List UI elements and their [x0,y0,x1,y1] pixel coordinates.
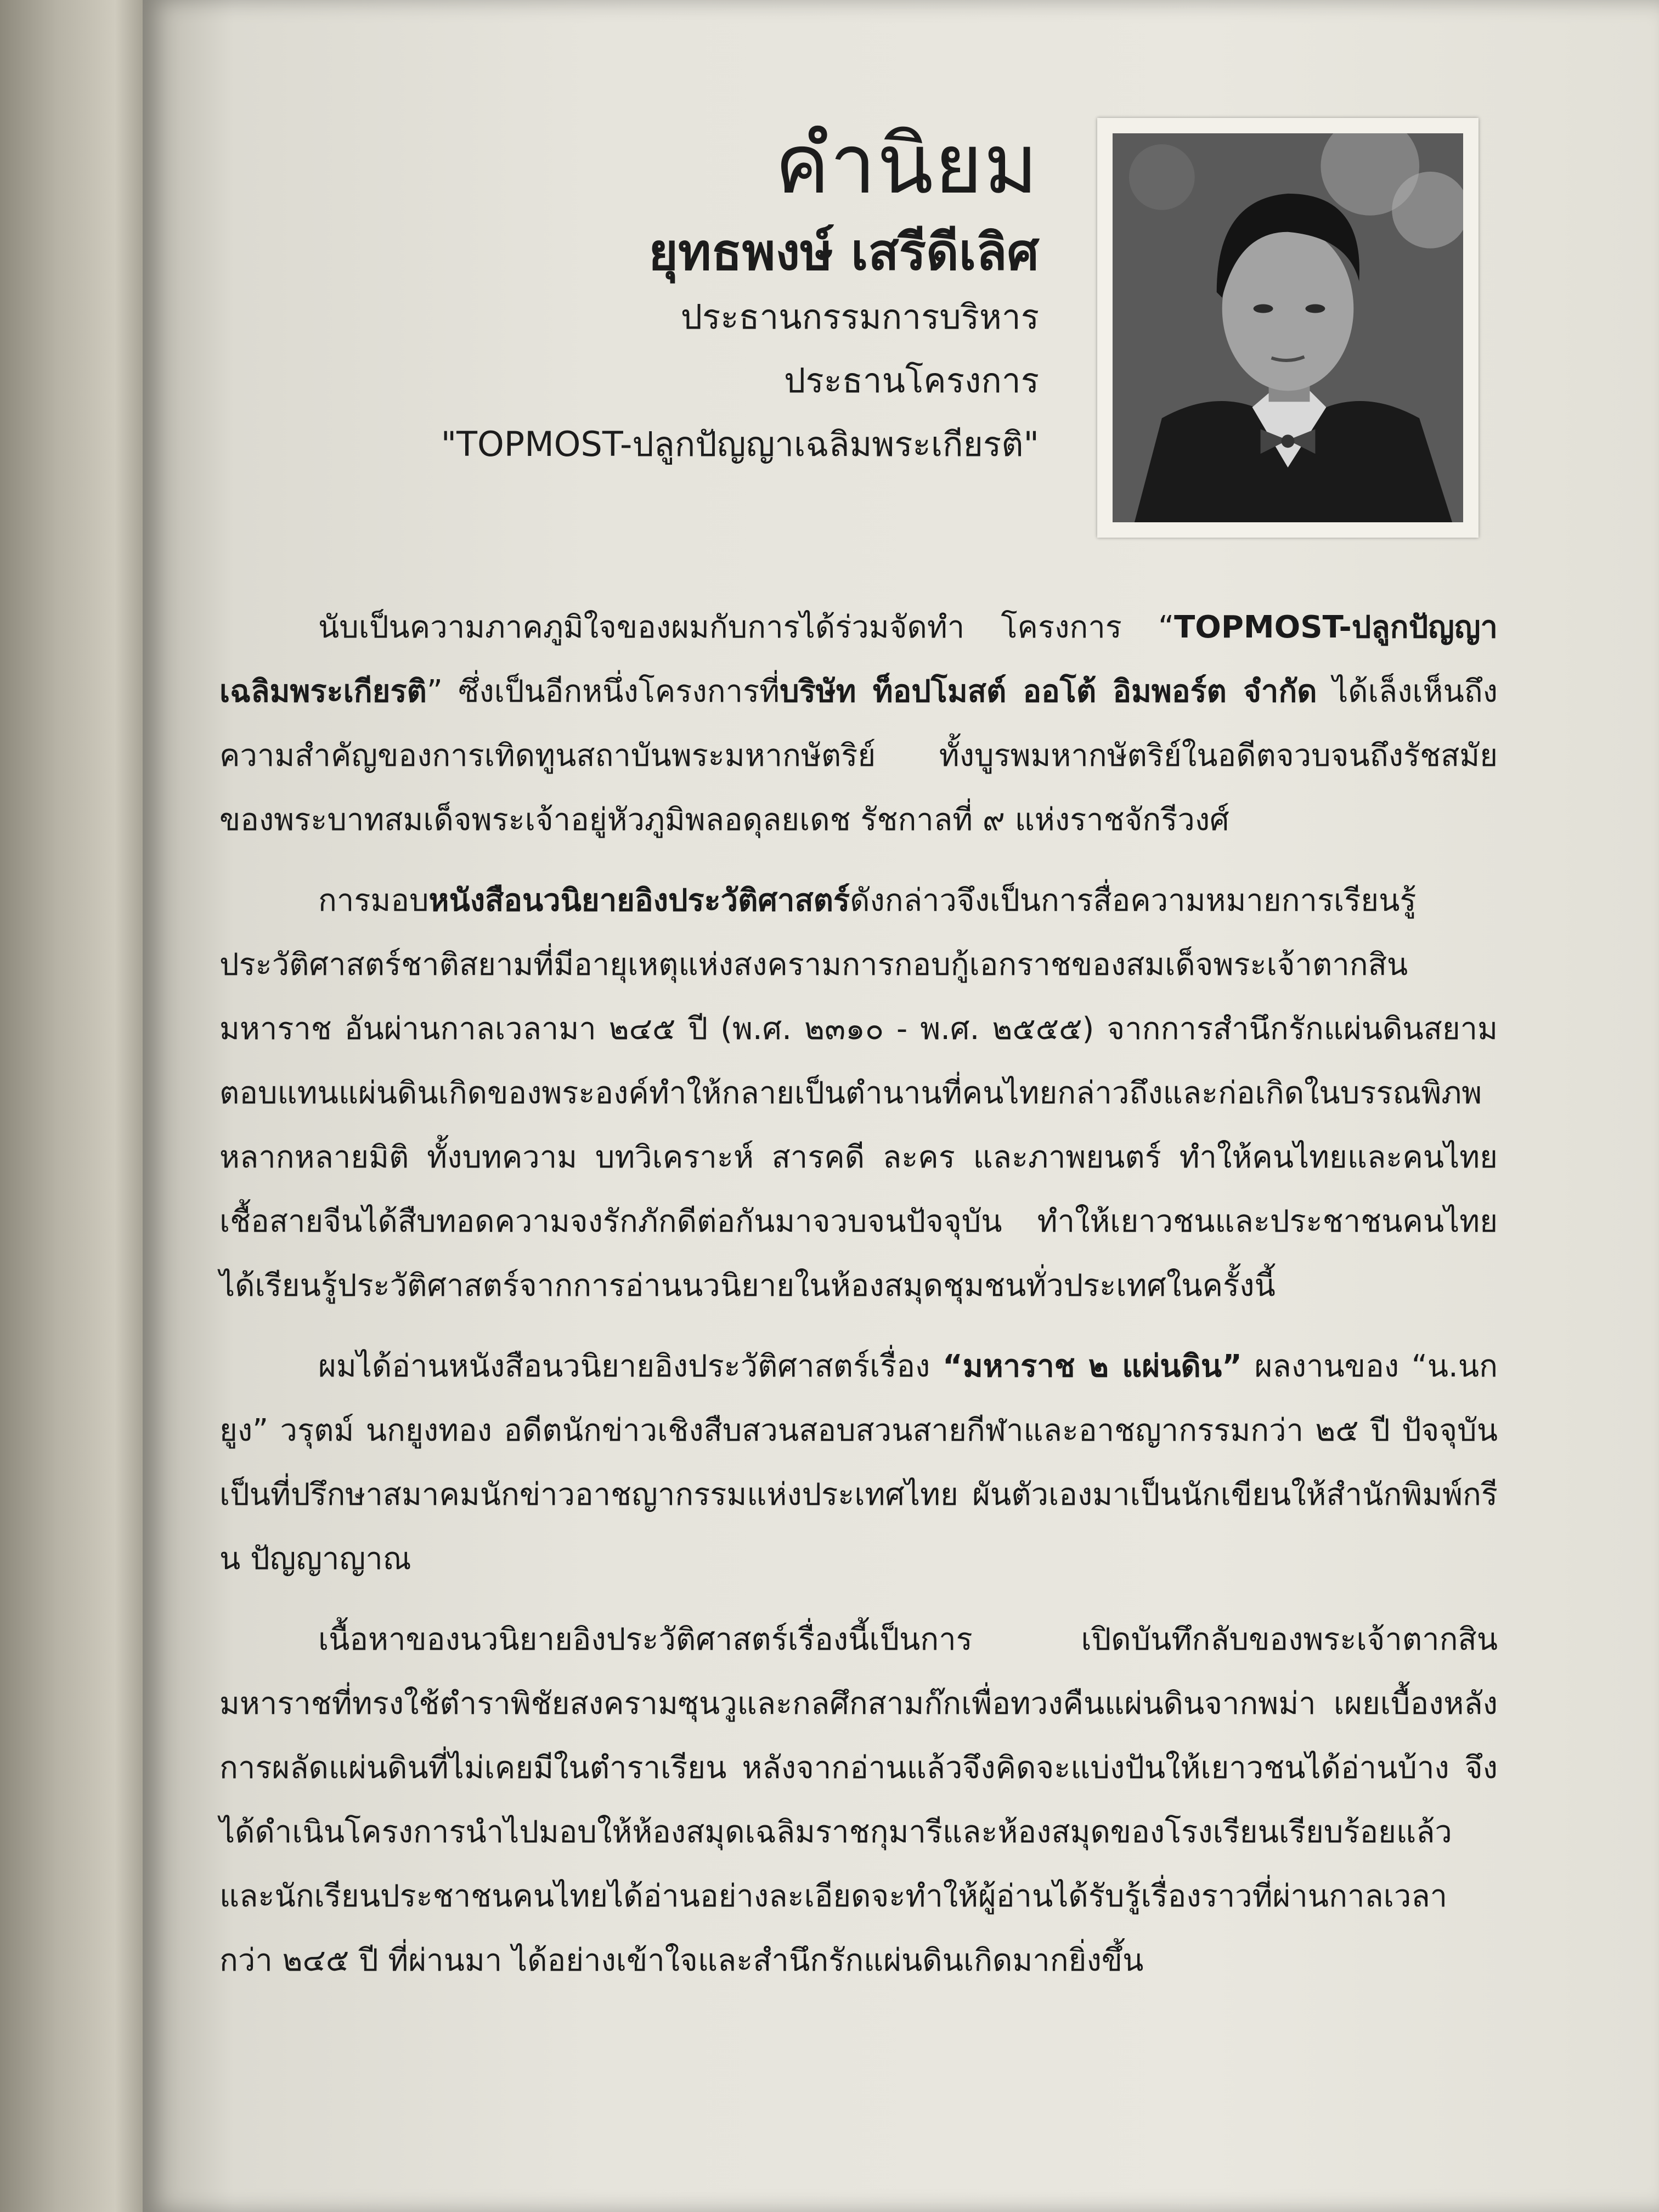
paragraph [219,595,1498,852]
paragraph-text: ผลงานของ “น.นกยูง” วรุตม์ นกยูงทอง อดีตนักข่าวเชิงสืบสวนสอบสวนสายกีฬาและอาชญากรรมกว่า ๒๕ ปี ปัจจุบันเป็นที่ปรึกษาสมาคมนักข่าวอาชญากรรมแห่งประเทศไทย ผันตัวเองมาเป็นนักเขียนให้สำนักพิมพ์กรีน ปัญญาญาณ [219,1348,1498,1577]
book-page [143,0,1659,2212]
paragraph-text: นับเป็นความภาคภูมิใจของผมกับการได้ร่วมจัดทำ โครงการ “ [318,610,1175,645]
page-heading [441,115,1039,476]
author-role-2: ประธานโครงการ [784,360,1039,400]
project-name: "TOPMOST-ปลูกปัญญาเฉลิมพระเกียรติ" [441,424,1039,464]
book-title-bold: “มหาราช ๒ แผ่นดิน” [943,1348,1242,1384]
author-role-1: ประธานกรรมการบริหาร [680,297,1039,337]
company-name-bold: บริษัท ท็อปโมสต์ ออโต้ อิมพอร์ต จำกัด [780,674,1317,709]
project-name-bold: TOPMOST-ปลูกปัญญาเฉลิมพระเกียรติ [219,610,1498,709]
paragraph-text: ผมได้อ่านหนังสือนวนิยายอิงประวัติศาสตร์เรื่อง [318,1348,943,1384]
paragraph-text: ” ซึ่งเป็นอีกหนึ่งโครงการที่ [426,674,780,709]
author-name: ยุทธพงษ์ เสรีดีเลิศ [648,223,1039,281]
preface-body [219,595,1498,2009]
book-type-bold: หนังสือนวนิยายอิงประวัติศาสตร์ [428,883,850,918]
paragraph [219,868,1498,1318]
previous-page-edge [0,0,165,2212]
page-title: คำนิยม [775,117,1039,212]
paragraph-text: ได้เล็งเห็นถึงความสำคัญของการเทิดทูนสถาบันพระมหากษัตริย์ ทั้งบูรพมหากษัตริย์ในอดีตจวบจนถึงรัชสมัยของพระบาทสมเด็จพระเจ้าอยู่หัวภูมิพลอดุลยเดช รัชกาลที่ ๙ แห่งราชจักรีวงศ์ [219,674,1498,838]
author-photo [1097,118,1479,538]
paragraph [219,1607,1498,1993]
paragraph [219,1334,1498,1591]
paragraph-text: ดังกล่าวจึงเป็นการสื่อความหมายการเรียนรู้ประวัติศาสตร์ชาติสยามที่มีอายุเหตุแห่งสงครามการกอบกู้เอกราชของสมเด็จพระเจ้าตากสินมหาราช อันผ่านกาลเวลามา ๒๔๕ ปี (พ.ศ. ๒๓๑๐ - พ.ศ. ๒๕๕๕) จากการสำนึกรักแผ่นดินสยามตอบแทนแผ่นดินเกิดของพระองค์ทำให้กลายเป็นตำนานที่คนไทยกล่าวถึงและก่อเกิดในบรรณพิภพหลากหลายมิติ ทั้งบทความ บทวิเคราะห์ สารคดี ละคร และภาพยนตร์ ทำให้คนไทยและคนไทยเชื้อสายจีนได้สืบทอดความจงรักภักดีต่อกันมาจวบจนปัจจุบัน ทำให้เยาวชนและประชาชนคนไทยได้เรียนรู้ประวัติศาสตร์จากการอ่านนวนิยายในห้องสมุดชุมชนทั่วประเทศในครั้งนี้ [219,883,1498,1304]
paragraph-text: การมอบ [318,883,429,918]
paragraph-text: เนื้อหาของนวนิยายอิงประวัติศาสตร์เรื่องนี้เป็นการ เปิดบันทึกลับของพระเจ้าตากสินมหาราชที่ทรงใช้ตำราพิชัยสงครามซุนวูและกลศึกสามก๊กเพื่อทวงคืนแผ่นดินจากพม่า เผยเบื้องหลังการผลัดแผ่นดินที่ไม่เคยมีในตำราเรียน หลังจากอ่านแล้วจึงคิดจะแบ่งปันให้เยาวชนได้อ่านบ้าง จึงได้ดำเนินโครงการนำไปมอบให้ห้องสมุดเฉลิมราชกุมารีและห้องสมุดของโรงเรียนเรียบร้อยแล้วและนักเรียนประชาชนคนไทยได้อ่านอย่างละเอียดจะทำให้ผู้อ่านได้รับรู้เรื่องราวที่ผ่านกาลเวลากว่า ๒๔๕ ปี ที่ผ่านมา ได้อย่างเข้าใจและสำนึกรักแผ่นดินเกิดมากยิ่งขึ้น [219,1622,1498,1978]
